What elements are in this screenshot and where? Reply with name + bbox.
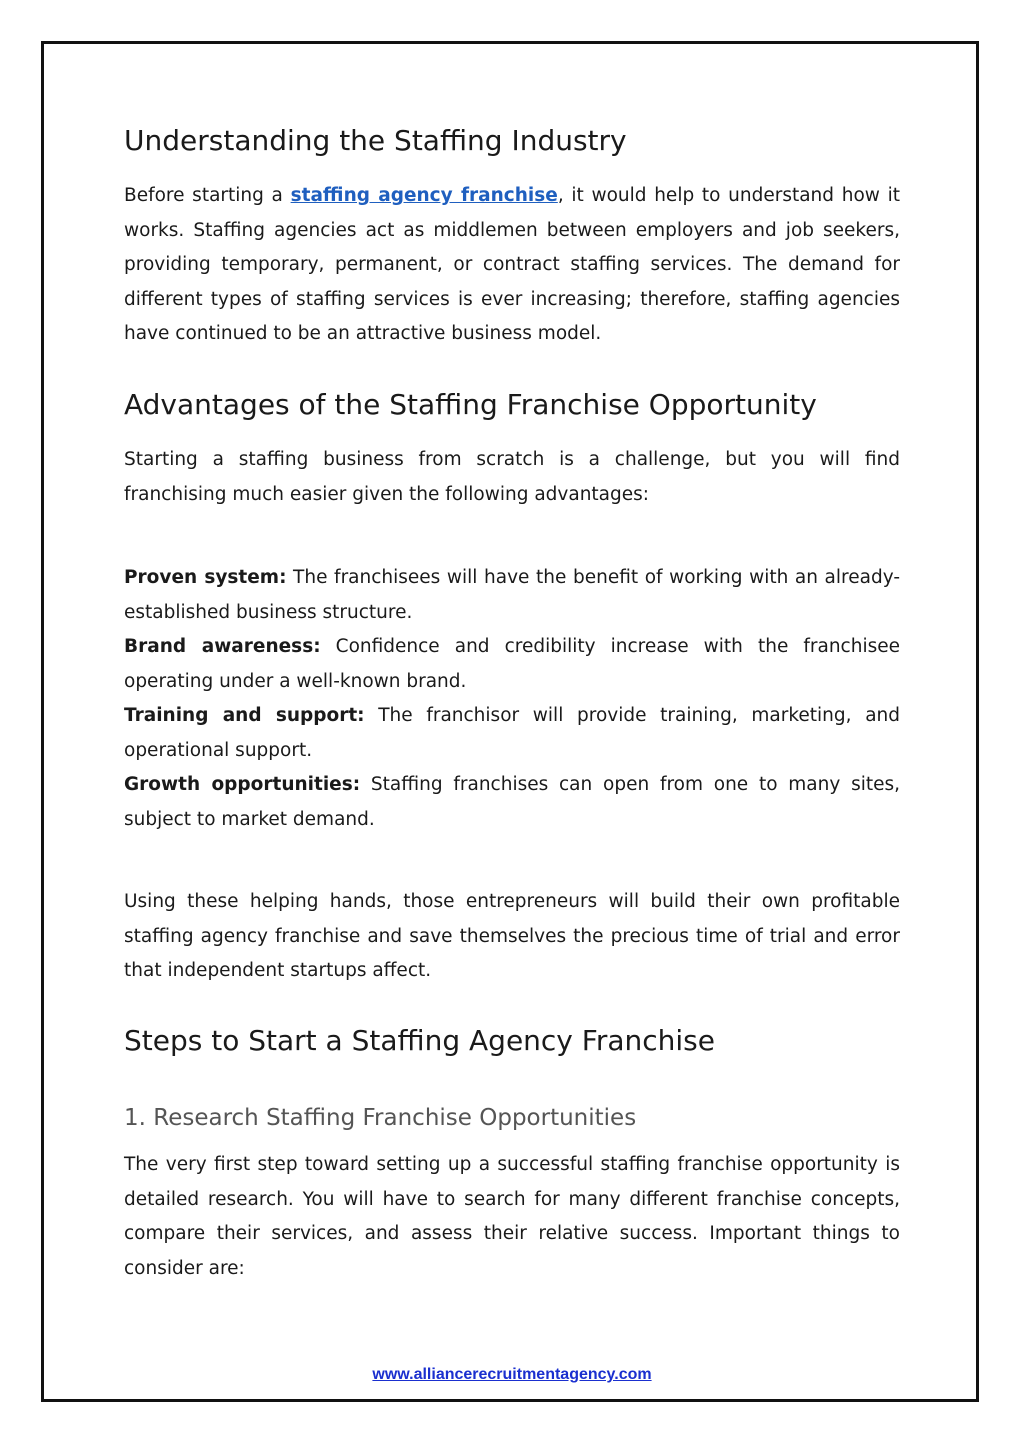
- staffing-agency-franchise-link[interactable]: staffing agency franchise: [290, 185, 558, 206]
- advantage-text: Staffing franchises can open from one to many sites, subject to market demand.: [124, 774, 901, 830]
- advantage-item: [124, 699, 900, 768]
- paragraph-text: Before starting a: [124, 185, 291, 206]
- advantage-term: Growth opportunities:: [124, 774, 361, 795]
- paragraph-understanding: [124, 179, 900, 352]
- advantage-term: Brand awareness:: [124, 636, 321, 657]
- paragraph-research: The very first step toward setting up a successful staffing franchise opportunity is detailed research. You will have to search for many different franchise concepts, compare their services, and assess their relative success. Important things to consider are:: [124, 1154, 900, 1279]
- section-heading-understanding: Understanding the Staffing Industry: [124, 124, 627, 157]
- section-heading-steps: Steps to Start a Staffing Agency Franchise: [124, 1024, 715, 1057]
- paragraph-advantages-intro: Starting a staffing business from scratch is a challenge, but you will find franchising much easier given the following advantages:: [124, 449, 900, 505]
- footer-website-link[interactable]: www.alliancerecruitmentagency.com: [372, 1366, 652, 1383]
- section-heading-advantages: Advantages of the Staffing Franchise Opportunity: [124, 388, 817, 421]
- advantage-item: [124, 630, 900, 699]
- advantage-term: Training and support:: [124, 705, 365, 726]
- advantage-text: The franchisees will have the benefit of working with an already-established business structure.: [124, 567, 900, 623]
- advantage-term: Proven system:: [124, 567, 287, 588]
- advantage-text: Confidence and credibility increase with the franchisee operating under a well-known brand.: [124, 636, 900, 692]
- advantage-text: The franchisor will provide training, marketing, and operational support.: [124, 705, 901, 761]
- paragraph-advantages-closing: Using these helping hands, those entrepreneurs will build their own profitable staffing agency franchise and save themselves the precious time of trial and error that independent startups affect.: [124, 891, 900, 981]
- paragraph-text: , it would help to understand how it works. Staffing agencies act as middlemen between employers and job seekers, providing temporary, permanent, or contract staffing services. The demand for different types of staffing services is ever increasing; therefore, staffing agencies have continued to be an attractive business model.: [124, 185, 900, 344]
- advantage-item: [124, 561, 900, 630]
- step-heading-research: 1. Research Staffing Franchise Opportunities: [124, 1105, 637, 1131]
- advantage-item: [124, 768, 900, 837]
